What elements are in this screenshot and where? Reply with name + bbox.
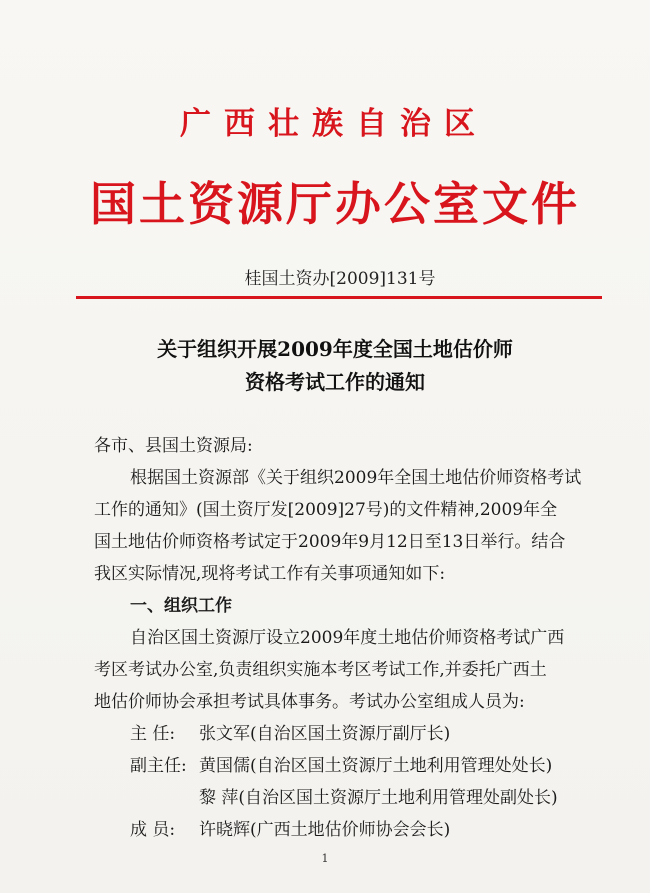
notice-title-line-2: 资格考试工作的通知	[245, 370, 425, 394]
deputy-entry-1: 黄国儒(自治区国土资源厅土地利用管理处处长)	[199, 756, 553, 776]
member-entry-1: 许晓辉(广西土地估价师协会会长)	[199, 820, 451, 840]
deputy-entry-2: 黎 萍(自治区国土资源厅土地利用管理处副处长)	[199, 788, 558, 808]
page-number: 1	[321, 852, 329, 865]
issuer-office-title: 国土资源厅办公室文件	[90, 177, 580, 231]
notice-title-line-1: 关于组织开展2009年度全国土地估价师	[157, 337, 513, 361]
member-label: 成 员:	[130, 820, 176, 840]
paragraph-1-line-2: 工作的通知》(国土资厅发[2009]27号)的文件精神,2009年全	[94, 500, 558, 520]
paragraph-1-line-1: 根据国土资源部《关于组织2009年全国土地估价师资格考试	[130, 468, 582, 488]
red-divider-line	[76, 296, 602, 299]
paragraph-2-line-2: 考区考试办公室,负责组织实施本考区考试工作,并委托广西土	[94, 660, 547, 680]
paragraph-2-line-1: 自治区国土资源厅设立2009年度土地估价师资格考试广西	[130, 628, 565, 648]
issuer-region: 广西壮族自治区	[180, 106, 488, 142]
paragraph-1-line-4: 我区实际情况,现将考试工作有关事项通知如下:	[94, 564, 446, 584]
director-label: 主 任:	[130, 724, 176, 744]
document-number: 桂国土资办[2009]131号	[244, 269, 436, 289]
paragraph-1-line-3: 国土地估价师资格考试定于2009年9月12日至13日举行。结合	[94, 532, 566, 552]
deputy-label: 副主任:	[130, 756, 187, 776]
section-1-heading: 一、组织工作	[130, 596, 232, 616]
addressee: 各市、县国土资源局:	[94, 436, 253, 456]
paragraph-2-line-3: 地估价师协会承担考试具体事务。考试办公室组成人员为:	[94, 692, 525, 712]
director-entry: 张文军(自治区国土资源厅副厅长)	[199, 724, 451, 744]
